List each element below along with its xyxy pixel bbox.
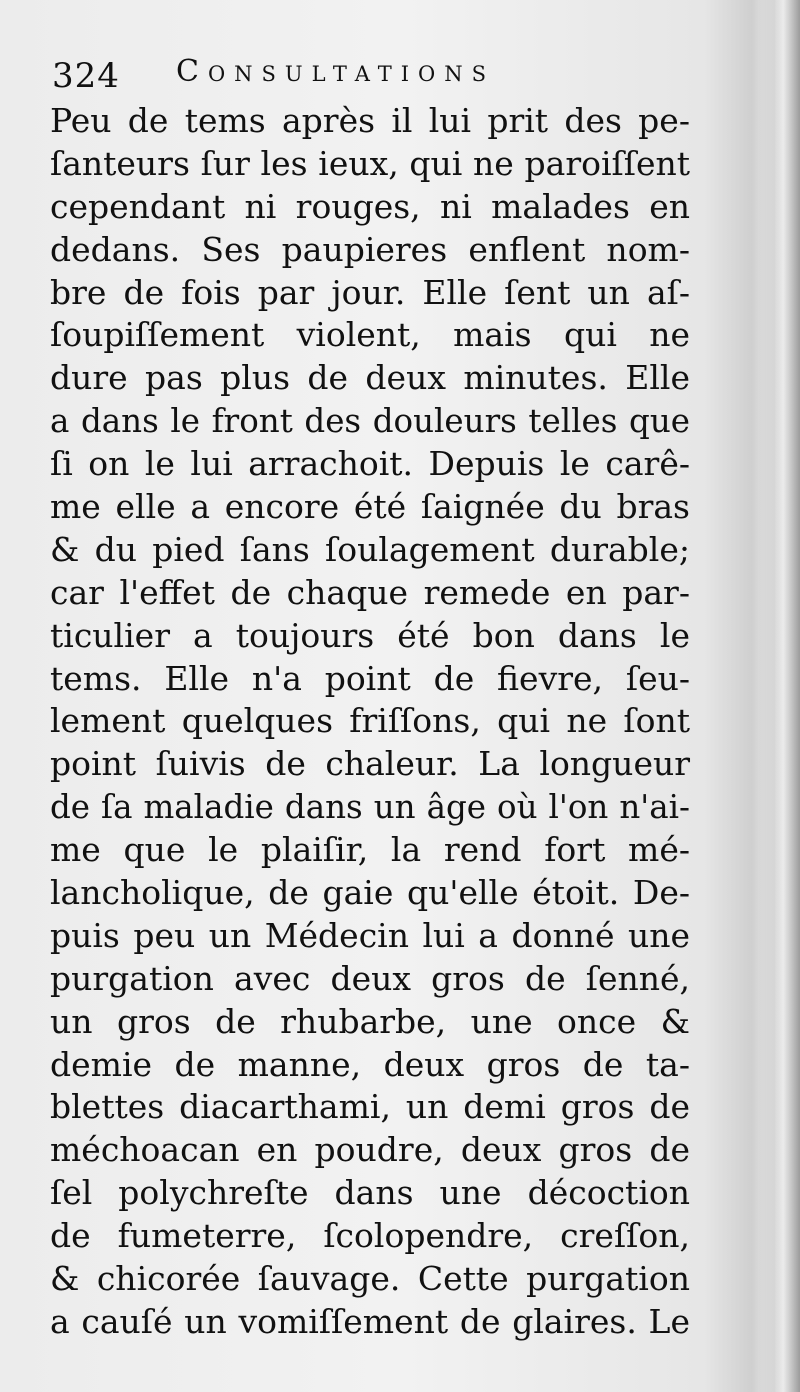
text-line: puis peu un Médecin lui a donné une — [50, 915, 690, 955]
text-line: me que le plaiſir, la rend fort mé- — [50, 830, 690, 870]
text-line: ticulier a toujours été bon dans le — [50, 615, 690, 655]
text-line: ſi on le lui arrachoit. Depuis le carê- — [50, 444, 690, 484]
text-line: dure pas plus de deux minutes. Elle — [50, 358, 690, 398]
body-text — [50, 100, 690, 1344]
text-line: un gros de rhubarbe, une once & — [50, 1001, 690, 1041]
text-line: ſel polychreſte dans une décoction — [50, 1173, 690, 1213]
text-line: me elle a encore été ſaignée du bras — [50, 487, 690, 527]
text-line: a cauſé un vomiſſement de glaires. Le — [50, 1301, 690, 1341]
text-line: blettes diacarthami, un demi gros de — [50, 1087, 690, 1127]
text-line: tems. Elle n'a point de fievre, ſeu- — [50, 658, 690, 698]
page-number: 324 — [52, 56, 120, 96]
text-line: purgation avec deux gros de ſenné, — [50, 958, 690, 998]
text-line: de fumeterre, ſcolopendre, creſſon, — [50, 1216, 690, 1256]
text-line: & du pied ſans ſoulagement durable; — [50, 529, 690, 569]
text-line: cependant ni rouges, ni malades en — [50, 186, 690, 226]
text-line: ſanteurs ſur les ieux, qui ne paroiſſent — [50, 143, 690, 183]
text-line: Peu de tems après il lui prit des pe- — [50, 101, 690, 140]
text-line: point ſuivis de chaleur. La longueur — [50, 744, 690, 784]
text-line: lancholique, de gaie qu'elle étoit. De- — [50, 873, 690, 913]
text-line: lement quelques friſſons, qui ne ſont — [50, 701, 690, 741]
text-line: & chicorée ſauvage. Cette purgation — [50, 1259, 690, 1299]
text-line: ſoupiſſement violent, mais qui ne — [50, 315, 690, 355]
text-line: dedans. Ses paupieres enflent nom- — [50, 229, 690, 269]
text-line: demie de manne, deux gros de ta- — [50, 1044, 690, 1084]
text-line: de ſa maladie dans un âge où l'on n'ai- — [50, 788, 690, 827]
text-line: a dans le front des douleurs telles que — [50, 402, 690, 441]
page-gutter-shadow — [758, 0, 800, 1392]
page-header — [52, 44, 612, 100]
running-title: Consultations — [176, 54, 496, 89]
text-line: méchoacan en poudre, deux gros de — [50, 1130, 690, 1170]
text-line: bre de fois par jour. Elle ſent un aſ- — [50, 272, 690, 312]
text-line: car l'effet de chaque remede en par- — [50, 572, 690, 612]
